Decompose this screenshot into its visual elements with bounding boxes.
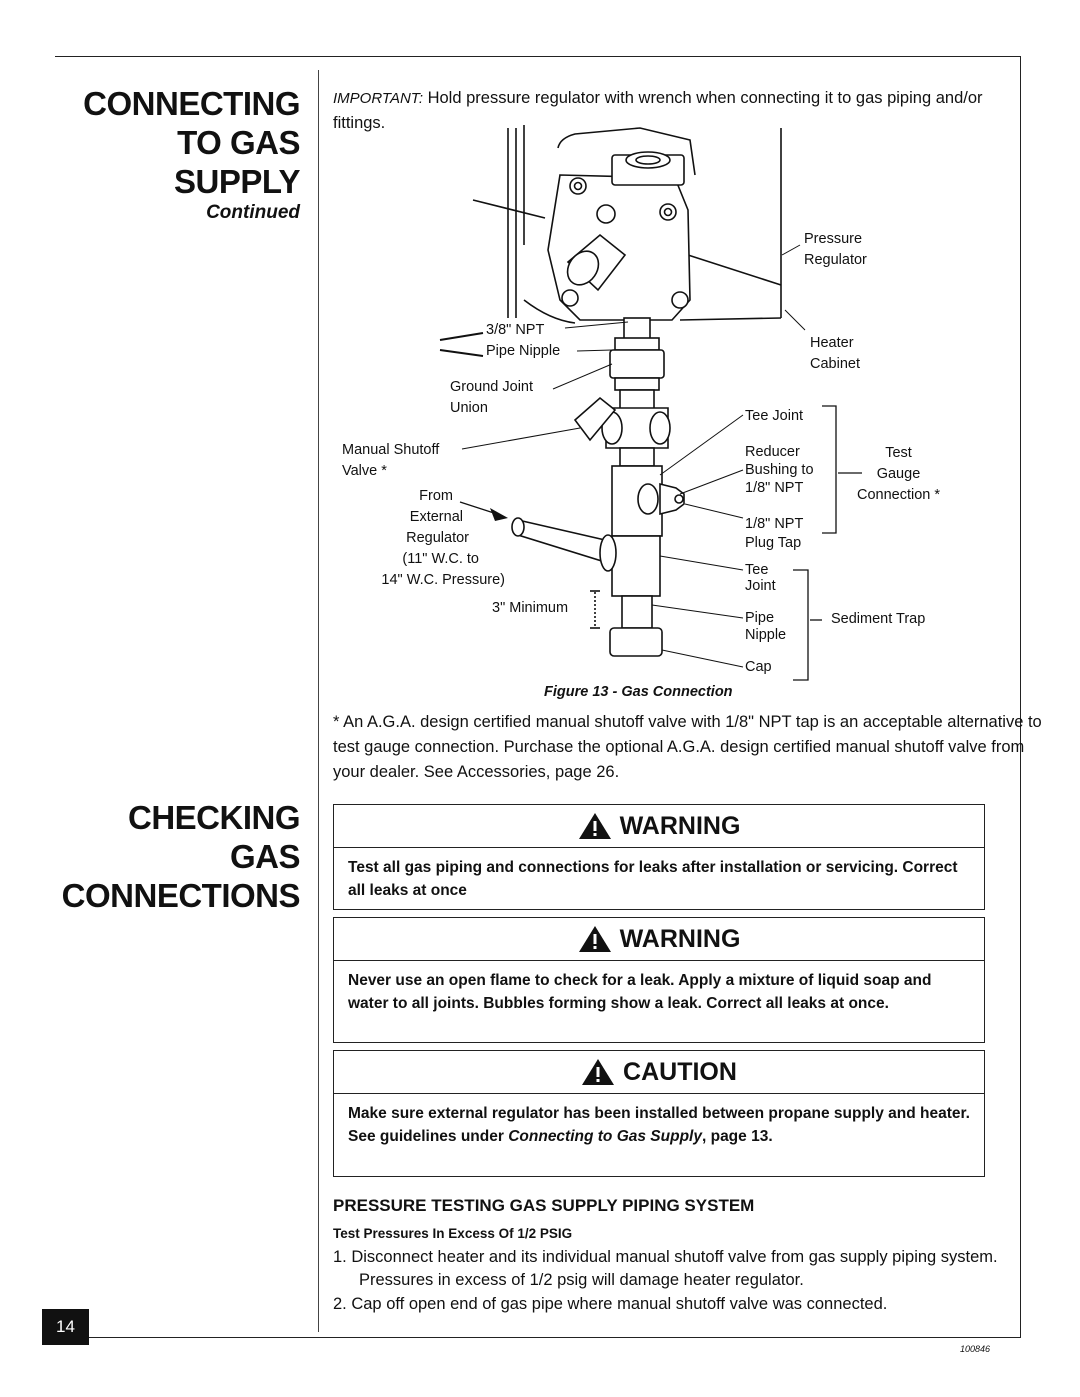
label-line: Plug Tap [745, 535, 802, 551]
label-line: Nipple [745, 627, 787, 643]
important-label: IMPORTANT: [333, 90, 423, 107]
caution-text-post: , page 13. [701, 1128, 773, 1145]
pressure-test-step: 1. Disconnect heater and its individual manual shutoff valve from gas supply piping system. Pressures in excess of 1/2 psig will damage heater regulator. [333, 1248, 998, 1289]
heading-line: TO GAS [177, 124, 300, 161]
warning-header [334, 805, 984, 848]
warning-title: WARNING [619, 924, 741, 953]
warning-header [334, 918, 984, 961]
label-line: Ground Joint [450, 379, 534, 395]
doc-code: 100846 [960, 1344, 991, 1354]
label-line: Connection * [856, 487, 941, 503]
label-line: Pipe Nipple [486, 343, 561, 359]
label-line: (11" W.C. to [402, 551, 479, 567]
gas-connection-diagram [330, 118, 1030, 688]
warning-icon [578, 925, 612, 953]
warning-icon [578, 812, 612, 840]
label-heater-cabinet [810, 333, 860, 375]
heading-line: SUPPLY [173, 163, 300, 200]
label-line: Test [885, 445, 912, 461]
label-reducer [745, 443, 814, 497]
label-line: Pipe [745, 610, 775, 626]
label-line: External [409, 509, 463, 525]
footnote: * An A.G.A. design certified manual shutoff valve with 1/8" NPT tap is an acceptable alternative to test gauge connection. Purchase the optional A.G.A. design certified manual shutoff valve from your dealer. See Accessories, page 26. [333, 713, 1042, 781]
heading-line: CONNECTING [83, 85, 300, 122]
label-from-external [350, 486, 505, 591]
label-pipe-nipple [745, 610, 786, 644]
label-line: 3/8" NPT [486, 322, 545, 338]
label-line: Tee [745, 562, 769, 578]
caution-text-pre: Make sure external regulator has been installed between propane supply and heater. See guidelines under [348, 1105, 970, 1145]
label-line: Pressure [804, 231, 863, 247]
warning-box [333, 804, 985, 910]
label-line: Joint [745, 578, 776, 594]
caution-header [334, 1051, 984, 1094]
label-line: Regulator [406, 530, 469, 546]
label-test-gauge [846, 443, 951, 506]
label-line: From [419, 488, 453, 504]
label-line: Manual Shutoff [342, 442, 440, 458]
label-line: Valve * [342, 463, 387, 479]
label-cap: Cap [745, 659, 772, 675]
column-divider [318, 70, 319, 1332]
label-line: Heater [810, 335, 854, 351]
warning-text: Test all gas piping and connections for leaks after installation or servicing. Correct all leaks at once [348, 859, 958, 899]
heading-line: CHECKING [127, 799, 300, 836]
caution-icon [581, 1058, 615, 1086]
figure-caption: Figure 13 - Gas Connection [544, 684, 733, 700]
pressure-test-subheading: Test Pressures In Excess Of 1/2 PSIG [333, 1226, 573, 1241]
page-number: 14 [42, 1309, 89, 1345]
section-heading-connecting [83, 84, 300, 201]
section-heading-checking [62, 798, 300, 915]
label-line: Bushing to [745, 462, 814, 478]
label-line: Cabinet [810, 356, 860, 372]
label-ground-joint [450, 377, 533, 419]
caution-text [334, 1094, 984, 1156]
label-minimum: 3" Minimum [492, 600, 569, 616]
label-line: 14" W.C. Pressure) [381, 572, 505, 588]
caution-title: CAUTION [623, 1057, 737, 1086]
label-plug-tap [745, 515, 803, 553]
warning-box [333, 917, 985, 1043]
continued-label: Continued [206, 202, 300, 223]
label-line: Gauge [876, 466, 921, 482]
label-pressure-regulator [804, 229, 867, 271]
label-line: 1/8" NPT [745, 516, 804, 532]
label-line: Regulator [804, 252, 867, 268]
heading-line: GAS [229, 838, 300, 875]
label-manual-shutoff [342, 440, 439, 482]
warning-title: WARNING [619, 811, 741, 840]
caution-text-link: Connecting to Gas Supply [508, 1128, 702, 1145]
caution-box [333, 1050, 985, 1177]
warning-text: Never use an open flame to check for a leak. Apply a mixture of liquid soap and water to all joints. Bubbles forming show a leak. Correct all leaks at once. [348, 972, 932, 1012]
label-tee-joint-2 [745, 562, 776, 594]
heading-line: CONNECTIONS [61, 877, 300, 914]
label-line: 1/8" NPT [745, 480, 804, 496]
pressure-test-heading: PRESSURE TESTING GAS SUPPLY PIPING SYSTEM [333, 1196, 755, 1215]
label-line: Reducer [745, 444, 800, 460]
pressure-test-step: 2. Cap off open end of gas pipe where manual shutoff valve was connected. [333, 1295, 888, 1313]
label-tee-joint: Tee Joint [745, 408, 804, 424]
important-text: Hold pressure regulator with wrench when connecting it to gas piping and/or fittings. [333, 89, 983, 132]
label-sediment-trap: Sediment Trap [831, 611, 926, 627]
label-npt-nipple [486, 320, 560, 362]
label-line: Union [450, 400, 488, 416]
